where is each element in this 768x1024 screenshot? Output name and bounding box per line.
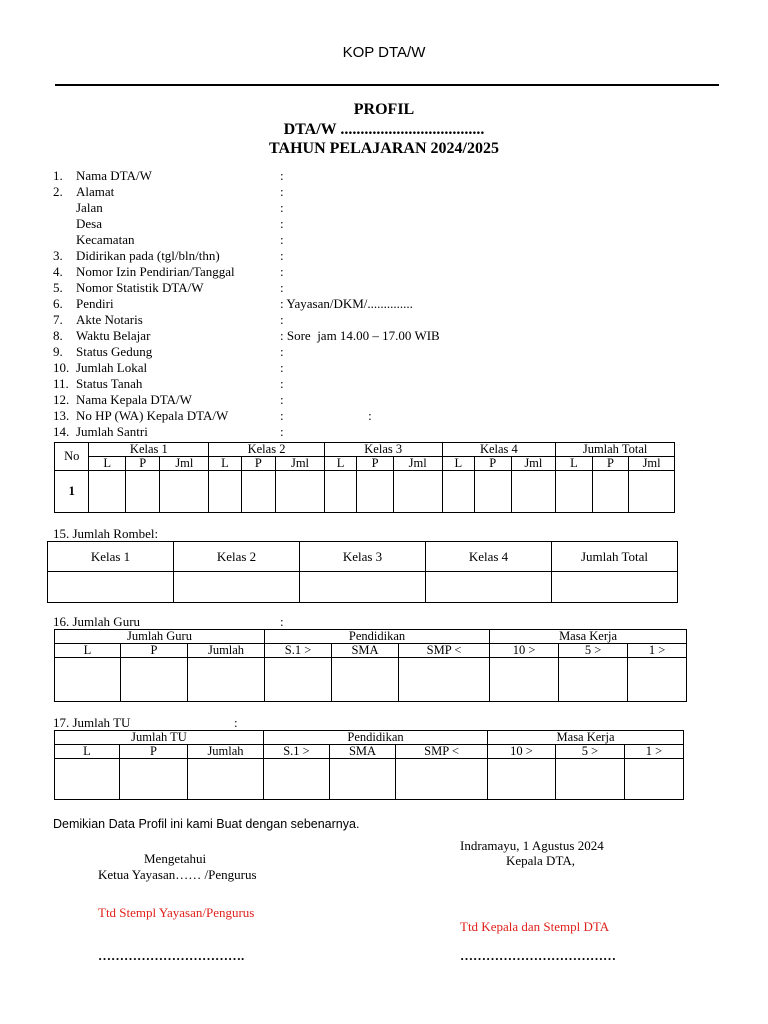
- tu-sub-sma: SMA: [330, 745, 396, 759]
- rombel-cell[interactable]: [300, 572, 426, 603]
- santri-sub-p: P: [241, 457, 275, 471]
- field-label: Status Tanah: [76, 376, 143, 391]
- field-number: 12.: [53, 392, 70, 407]
- santri-cell[interactable]: [357, 471, 394, 513]
- guru-sub-smp: SMP <: [399, 644, 490, 658]
- field-value[interactable]: :: [280, 200, 284, 215]
- tu-cell[interactable]: [488, 759, 556, 800]
- foundation-signature-line: …………………………….: [98, 948, 245, 963]
- foundation-signature-stamp-note: Ttd Stempl Yayasan/Pengurus: [98, 905, 255, 920]
- santri-sub-l: L: [324, 457, 356, 471]
- santri-sub-p: P: [126, 457, 160, 471]
- field-number: 10.: [53, 360, 70, 375]
- santri-table: [54, 442, 675, 513]
- profile-field-row: [53, 376, 143, 392]
- guru-cell[interactable]: [399, 658, 490, 702]
- field-label: Nomor Statistik DTA/W: [76, 280, 204, 295]
- rombel-header-kelas1: Kelas 1: [48, 542, 174, 572]
- field-label: Status Gedung: [76, 344, 153, 359]
- tu-cell[interactable]: [330, 759, 396, 800]
- rombel-header-kelas4: Kelas 4: [426, 542, 552, 572]
- santri-sub-l: L: [209, 457, 241, 471]
- guru-sub-l: L: [55, 644, 121, 658]
- guru-sub-jumlah: Jumlah: [188, 644, 265, 658]
- profile-field-row: [53, 408, 229, 424]
- guru-sub-sma: SMA: [332, 644, 399, 658]
- field-value[interactable]: :: [280, 360, 284, 375]
- santri-group-kelas3: Kelas 3: [324, 443, 442, 457]
- santri-group-kelas2: Kelas 2: [209, 443, 325, 457]
- guru-table: [54, 629, 687, 702]
- guru-group-masa-kerja: Masa Kerja: [490, 630, 687, 644]
- rombel-cell[interactable]: [174, 572, 300, 603]
- santri-cell[interactable]: [556, 471, 593, 513]
- field-value[interactable]: : Yayasan/DKM/..............: [280, 296, 413, 311]
- field-value[interactable]: :: [280, 248, 284, 263]
- guru-cell[interactable]: [559, 658, 628, 702]
- head-signature-stamp-note: Ttd Kepala dan Stempl DTA: [460, 919, 610, 934]
- field-label: Kecamatan: [76, 232, 135, 247]
- field-label: Jalan: [76, 200, 103, 215]
- santri-group-total: Jumlah Total: [556, 443, 675, 457]
- tu-sub-l: L: [55, 745, 120, 759]
- rombel-label: 15. Jumlah Rombel:: [53, 526, 159, 541]
- tu-cell[interactable]: [556, 759, 625, 800]
- guru-sub-1: 1 >: [628, 644, 687, 658]
- field-value[interactable]: :: [280, 168, 284, 183]
- tu-cell[interactable]: [396, 759, 488, 800]
- guru-cell[interactable]: [490, 658, 559, 702]
- profile-field-row: [53, 232, 135, 248]
- field-label: Nama Kepala DTA/W: [76, 392, 192, 407]
- tu-cell[interactable]: [264, 759, 330, 800]
- letterhead-placeholder: KOP DTA/W: [342, 44, 426, 61]
- santri-sub-jml: Jml: [276, 457, 325, 471]
- profile-field-row: [53, 296, 114, 312]
- field-value[interactable]: :: [280, 216, 284, 231]
- santri-sub-jml: Jml: [511, 457, 556, 471]
- profile-field-row: [53, 184, 115, 200]
- santri-sub-jml: Jml: [160, 457, 209, 471]
- field-value[interactable]: :: [280, 280, 284, 295]
- field-number: 4.: [53, 264, 63, 279]
- letterhead-rule: [55, 84, 719, 86]
- guru-sub-p: P: [121, 644, 188, 658]
- santri-cell[interactable]: [393, 471, 442, 513]
- santri-cell[interactable]: [209, 471, 241, 513]
- profile-field-row: [53, 168, 152, 184]
- field-value[interactable]: :: [280, 376, 284, 391]
- field-value[interactable]: :: [280, 184, 284, 199]
- tu-sub-10: 10 >: [488, 745, 556, 759]
- tu-cell[interactable]: [120, 759, 188, 800]
- santri-no-header: No: [55, 443, 89, 471]
- field-value[interactable]: :: [280, 392, 284, 407]
- field-label: Jumlah Santri: [76, 424, 148, 439]
- santri-cell[interactable]: [276, 471, 325, 513]
- field-label: Nomor Izin Pendirian/Tanggal: [76, 264, 235, 279]
- tu-table: [54, 730, 684, 800]
- head-signature-line: ………………………………: [460, 948, 616, 963]
- field-number: 7.: [53, 312, 63, 327]
- tu-cell[interactable]: [625, 759, 684, 800]
- doc-title: PROFIL: [353, 101, 415, 118]
- profile-field-row: [53, 248, 220, 264]
- rombel-cell[interactable]: [552, 572, 678, 603]
- santri-cell[interactable]: [475, 471, 512, 513]
- santri-sub-l: L: [442, 457, 474, 471]
- santri-sub-p: P: [475, 457, 512, 471]
- santri-cell[interactable]: [241, 471, 275, 513]
- profile-field-row: [53, 344, 153, 360]
- guru-cell[interactable]: [628, 658, 687, 702]
- tu-sub-smp: SMP <: [396, 745, 488, 759]
- profile-field-row: [53, 216, 102, 232]
- foundation-head-label: Ketua Yayasan…… /Pengurus: [98, 867, 257, 882]
- field-value[interactable]: :: [280, 232, 284, 247]
- field-value[interactable]: : :: [280, 408, 372, 423]
- santri-cell[interactable]: [324, 471, 356, 513]
- profile-field-row: [53, 328, 151, 344]
- santri-sub-jml: Jml: [629, 457, 675, 471]
- santri-group-kelas1: Kelas 1: [89, 443, 209, 457]
- rombel-table: [47, 541, 678, 603]
- acknowledge-label: Mengetahui: [144, 851, 207, 866]
- santri-sub-jml: Jml: [393, 457, 442, 471]
- doc-subtitle: DTA/W ....................................: [283, 121, 485, 138]
- guru-sub-5: 5 >: [559, 644, 628, 658]
- tu-sub-1: 1 >: [625, 745, 684, 759]
- field-label: Nama DTA/W: [76, 168, 152, 183]
- tu-cell[interactable]: [55, 759, 120, 800]
- santri-cell[interactable]: [442, 471, 474, 513]
- profile-field-row: [53, 264, 235, 280]
- field-value[interactable]: :: [280, 312, 284, 327]
- rombel-header-kelas2: Kelas 2: [174, 542, 300, 572]
- field-number: 1.: [53, 168, 63, 183]
- field-number: 11.: [53, 376, 69, 391]
- field-label: Pendiri: [76, 296, 114, 311]
- field-number: 2.: [53, 184, 63, 199]
- field-value[interactable]: :: [280, 424, 284, 439]
- guru-cell[interactable]: [121, 658, 188, 702]
- field-label: Akte Notaris: [76, 312, 143, 327]
- closing-statement: Demikian Data Profil ini kami Buat dengan sebenarnya.: [53, 817, 360, 831]
- santri-cell[interactable]: [629, 471, 675, 513]
- guru-cell[interactable]: [55, 658, 121, 702]
- field-label: Didirikan pada (tgl/bln/thn): [76, 248, 220, 263]
- tu-sub-p: P: [120, 745, 188, 759]
- profile-field-row: [53, 312, 143, 328]
- field-label: No HP (WA) Kepala DTA/W: [76, 408, 229, 423]
- guru-label: 16. Jumlah Guru: [53, 614, 141, 629]
- profile-field-row: [53, 360, 148, 376]
- field-label: Desa: [76, 216, 102, 231]
- field-number: 8.: [53, 328, 63, 343]
- field-label: Waktu Belajar: [76, 328, 151, 343]
- guru-cell[interactable]: [188, 658, 265, 702]
- profile-field-row: [53, 424, 148, 440]
- tu-group-pendidikan: Pendidikan: [264, 731, 488, 745]
- rombel-cell[interactable]: [426, 572, 552, 603]
- field-number: 3.: [53, 248, 63, 263]
- rombel-header-total: Jumlah Total: [552, 542, 678, 572]
- field-value[interactable]: : Sore jam 14.00 – 17.00 WIB: [280, 328, 440, 343]
- head-title: Kepala DTA,: [506, 853, 575, 868]
- guru-sub-s1: S.1 >: [265, 644, 332, 658]
- santri-row-number: 1: [55, 471, 89, 513]
- place-date: Indramayu, 1 Agustus 2024: [460, 838, 604, 853]
- tu-sub-jumlah: Jumlah: [188, 745, 264, 759]
- santri-cell[interactable]: [592, 471, 629, 513]
- tu-colon: :: [234, 715, 238, 730]
- field-number: 9.: [53, 344, 63, 359]
- tu-group-masa-kerja: Masa Kerja: [488, 731, 684, 745]
- rombel-header-kelas3: Kelas 3: [300, 542, 426, 572]
- guru-colon: :: [280, 614, 284, 629]
- tu-sub-5: 5 >: [556, 745, 625, 759]
- guru-group-pendidikan: Pendidikan: [265, 630, 490, 644]
- santri-cell[interactable]: [89, 471, 126, 513]
- guru-group-jumlah: Jumlah Guru: [55, 630, 265, 644]
- santri-sub-l: L: [556, 457, 593, 471]
- field-number: 14.: [53, 424, 70, 439]
- santri-cell[interactable]: [160, 471, 209, 513]
- guru-cell[interactable]: [265, 658, 332, 702]
- santri-sub-l: L: [89, 457, 126, 471]
- profile-field-row: [53, 200, 103, 216]
- santri-sub-p: P: [592, 457, 629, 471]
- tu-cell[interactable]: [188, 759, 264, 800]
- profile-field-row: [53, 392, 192, 408]
- santri-cell[interactable]: [126, 471, 160, 513]
- field-label: Alamat: [76, 184, 115, 199]
- santri-cell[interactable]: [511, 471, 556, 513]
- field-number: 6.: [53, 296, 63, 311]
- field-value[interactable]: :: [280, 264, 284, 279]
- doc-year: TAHUN PELAJARAN 2024/2025: [269, 140, 499, 157]
- field-label: Jumlah Lokal: [76, 360, 148, 375]
- field-number: 13.: [53, 408, 70, 423]
- field-number: 5.: [53, 280, 63, 295]
- guru-cell[interactable]: [332, 658, 399, 702]
- profile-field-row: [53, 280, 204, 296]
- field-value[interactable]: :: [280, 344, 284, 359]
- guru-sub-10: 10 >: [490, 644, 559, 658]
- santri-group-kelas4: Kelas 4: [442, 443, 556, 457]
- rombel-cell[interactable]: [48, 572, 174, 603]
- tu-group-jumlah: Jumlah TU: [55, 731, 264, 745]
- tu-label: 17. Jumlah TU: [53, 715, 131, 730]
- tu-sub-s1: S.1 >: [264, 745, 330, 759]
- santri-sub-p: P: [357, 457, 394, 471]
